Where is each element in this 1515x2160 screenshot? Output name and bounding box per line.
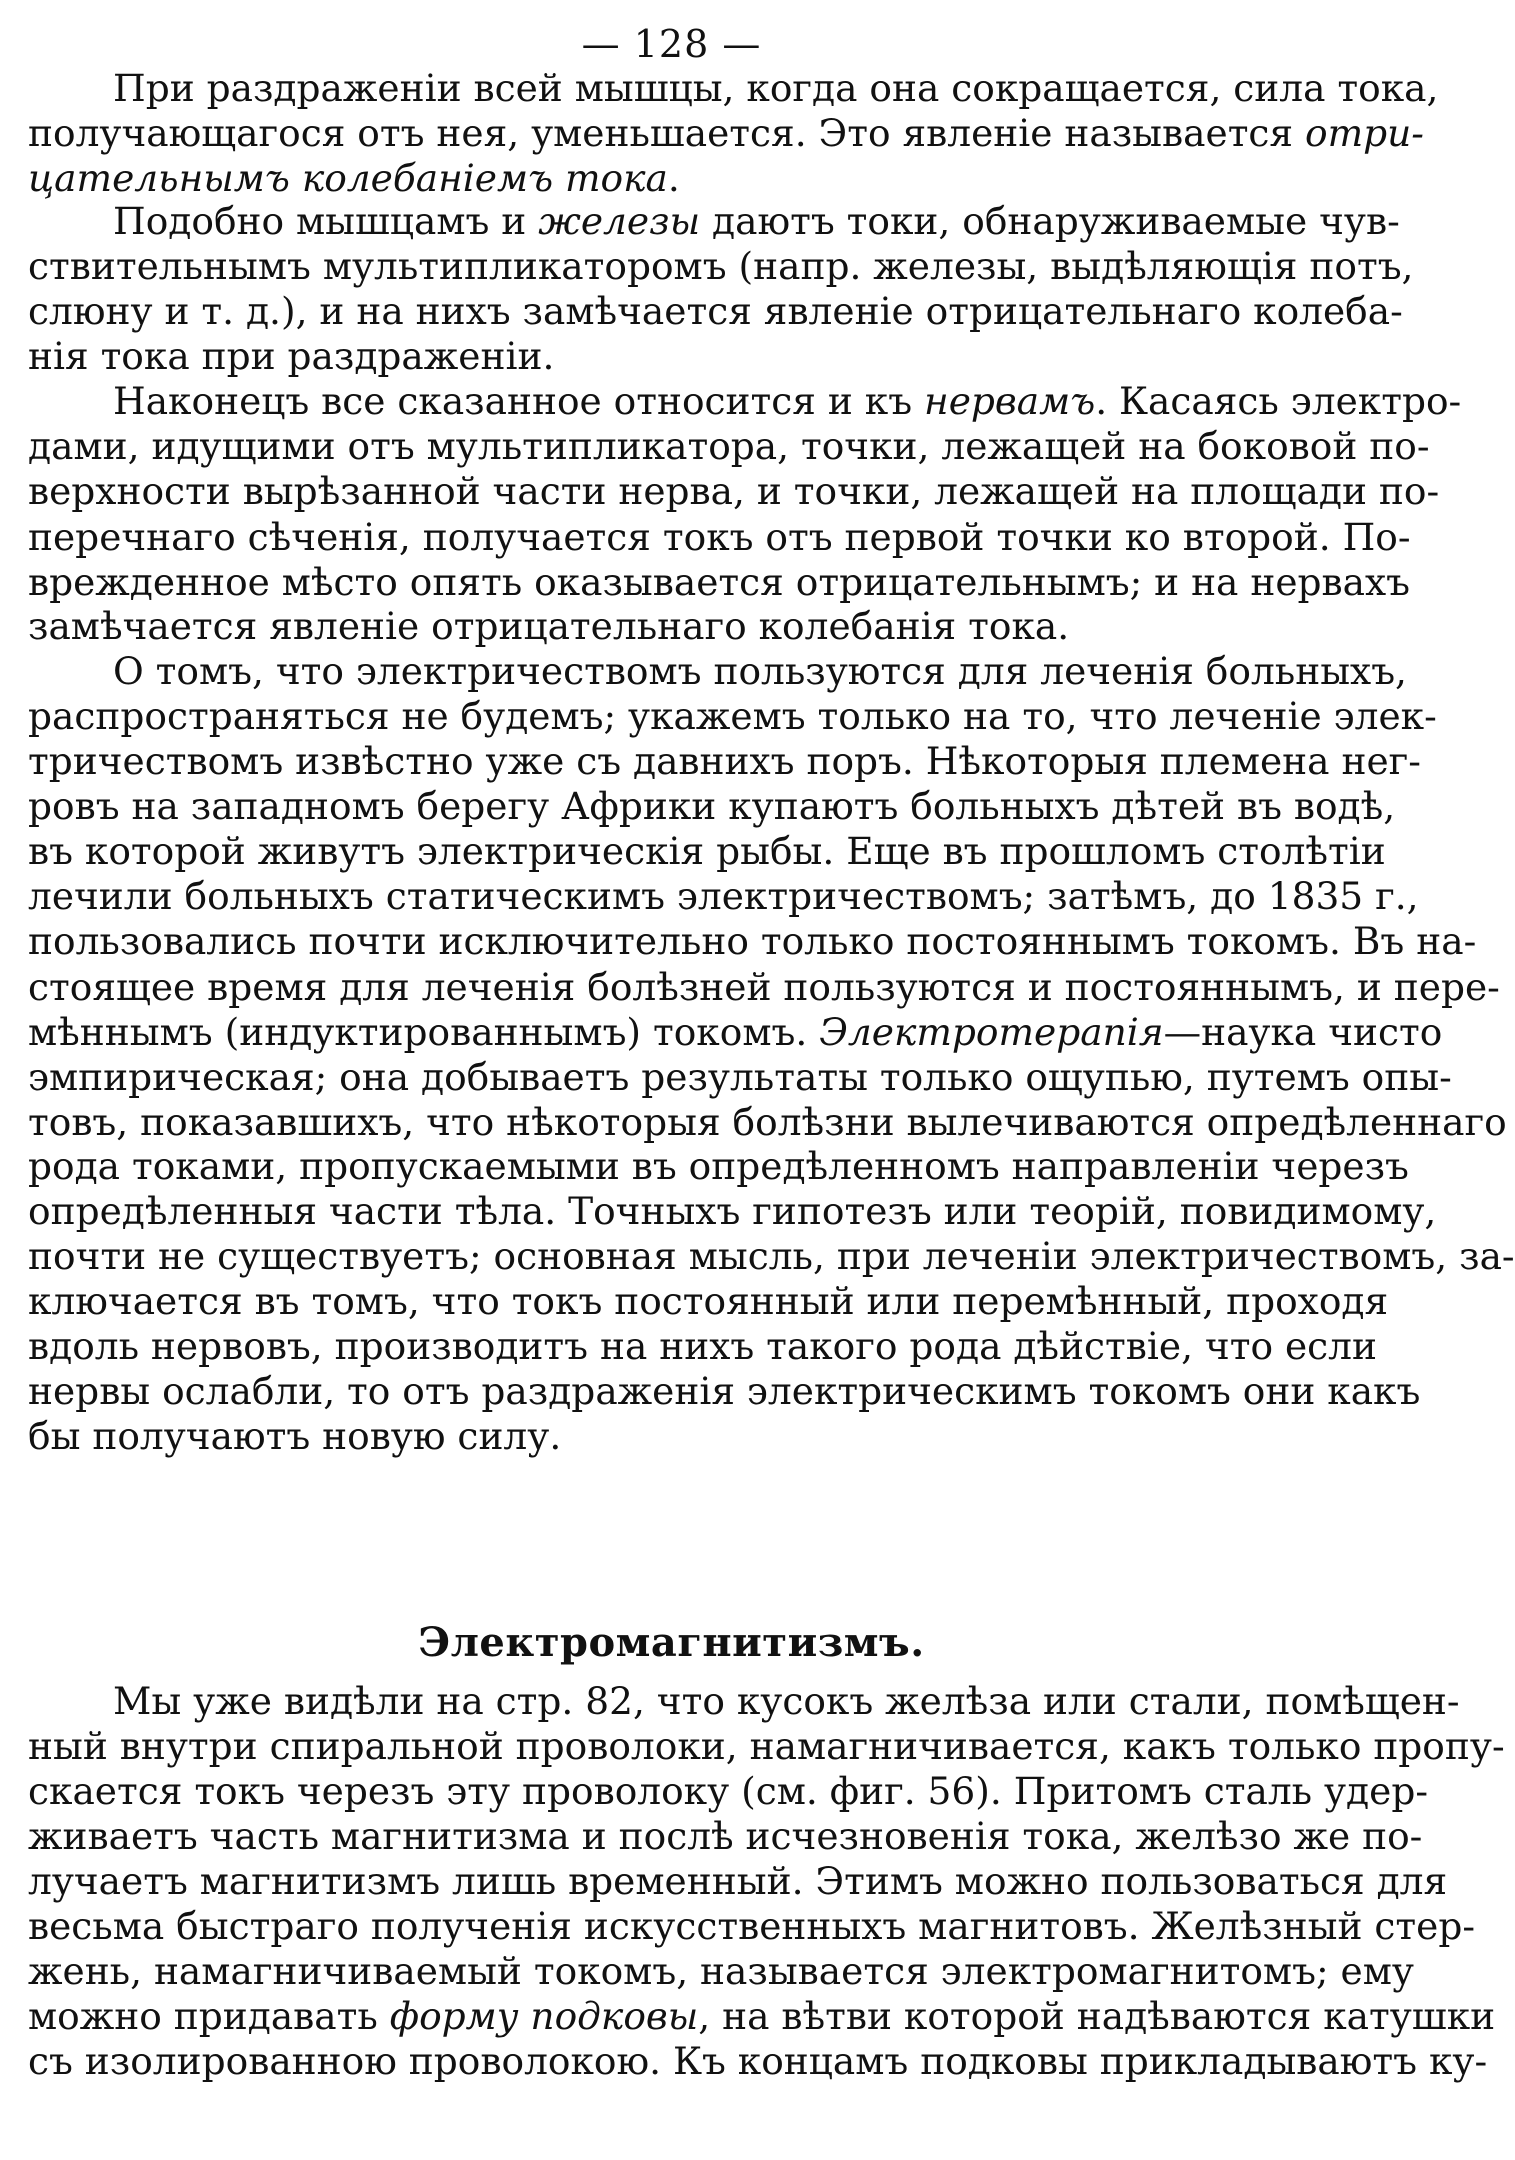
text-line bbox=[28, 1814, 1423, 1858]
text-line bbox=[28, 199, 1400, 243]
text-line bbox=[28, 1369, 1421, 1413]
line-text: Наконецъ все сказанное относится и къ bbox=[113, 379, 925, 423]
line-text: слюну и т. д.), и на нихъ замѣчается явленіе отрицательнаго колеба- bbox=[28, 289, 1403, 333]
emphasis-text: железы bbox=[538, 199, 701, 243]
emphasis-text: отри- bbox=[1305, 111, 1424, 155]
text-line bbox=[28, 1679, 1460, 1723]
text-line bbox=[28, 1904, 1476, 1948]
text-line bbox=[28, 1414, 1318, 1458]
page-number: — 128 — bbox=[581, 22, 762, 66]
line-text: ровъ на западномъ берегу Африки купаютъ больныхъ дѣтей въ водѣ, bbox=[28, 784, 1396, 828]
line-text: Подобно мышцамъ и bbox=[113, 199, 539, 243]
line-text: , на вѣтви которой надѣваются катушки bbox=[698, 1994, 1496, 2038]
line-text: рода токами, пропускаемыми въ опредѣленномъ направленіи черезъ bbox=[28, 1144, 1409, 1188]
line-text: жень, намагничиваемый токомъ, называется электромагнитомъ; ему bbox=[28, 1949, 1414, 1993]
text-line bbox=[28, 604, 1318, 648]
line-text: весьма быстраго полученія искусственныхъ магнитовъ. Желѣзный стер- bbox=[28, 1904, 1476, 1948]
text-line bbox=[28, 424, 1430, 468]
line-text: дами, идущими отъ мультипликатора, точки, лежащей на боковой по- bbox=[28, 424, 1430, 468]
text-line bbox=[28, 1324, 1377, 1368]
line-text: . Касаясь электро- bbox=[1095, 379, 1462, 423]
text-line bbox=[28, 874, 1419, 918]
emphasis-text: цательнымъ колебаніемъ тока bbox=[28, 156, 668, 200]
line-text: пользовались почти исключительно только постояннымъ токомъ. Въ на- bbox=[28, 919, 1477, 963]
emphasis-text: форму подковы bbox=[389, 1994, 699, 2038]
line-text: мѣннымъ (индуктированнымъ) токомъ. bbox=[28, 1010, 820, 1054]
line-text: верхности вырѣзанной части нерва, и точки, лежащей на площади по- bbox=[28, 469, 1440, 513]
line-text: опредѣленныя части тѣла. Точныхъ гипотезъ или теорій, повидимому, bbox=[28, 1189, 1437, 1233]
line-text: распространяться не будемъ; укажемъ только на то, что леченіе элек- bbox=[28, 694, 1437, 738]
text-line bbox=[28, 244, 1414, 288]
line-text: скается токъ черезъ эту проволоку (см. фиг. 56). Притомъ сталь удер- bbox=[28, 1769, 1429, 1813]
emphasis-text: нервамъ bbox=[924, 379, 1096, 423]
line-text: ключается въ томъ, что токъ постоянный или перемѣнный, проходя bbox=[28, 1279, 1389, 1323]
line-text: лечили больныхъ статическимъ электричествомъ; затѣмъ, до 1835 г., bbox=[28, 874, 1419, 918]
line-text: эмпирическая; она добываетъ результаты только ощупью, путемъ опы- bbox=[28, 1055, 1452, 1099]
text-line bbox=[28, 1234, 1515, 1278]
text-line bbox=[28, 560, 1411, 604]
line-text: тричествомъ извѣстно уже съ давнихъ поръ. Нѣкоторыя племена нег- bbox=[28, 739, 1421, 783]
text-line bbox=[28, 1949, 1414, 1993]
text-line bbox=[28, 739, 1421, 783]
text-line bbox=[28, 649, 1407, 693]
line-text: бы получаютъ новую силу. bbox=[28, 1414, 562, 1458]
line-text: нія тока при раздраженіи. bbox=[28, 334, 555, 378]
section-heading: Электромагнитизмъ. bbox=[418, 1619, 925, 1666]
text-line bbox=[28, 2039, 1488, 2083]
line-text: можно придавать bbox=[28, 1994, 390, 2038]
line-text: живаетъ часть магнитизма и послѣ исчезновенія тока, желѣзо же по- bbox=[28, 1814, 1423, 1858]
text-line bbox=[28, 469, 1440, 513]
text-line bbox=[28, 1010, 1443, 1054]
text-line bbox=[28, 919, 1477, 963]
text-line bbox=[28, 66, 1439, 110]
line-text: нервы ослабли, то отъ раздраженія электрическимъ токомъ они какъ bbox=[28, 1369, 1421, 1413]
line-text: О томъ, что электричествомъ пользуются для леченія больныхъ, bbox=[113, 649, 1407, 693]
text-line bbox=[28, 829, 1386, 873]
text-line bbox=[28, 1100, 1507, 1144]
text-line bbox=[28, 1769, 1429, 1813]
text-line bbox=[28, 694, 1437, 738]
line-text: . bbox=[667, 156, 680, 200]
line-text: лучаетъ магнитизмъ лишь временный. Этимъ можно пользоваться для bbox=[28, 1859, 1448, 1903]
text-line bbox=[28, 289, 1403, 333]
text-line bbox=[28, 1994, 1496, 2038]
line-text: получающагося отъ нея, уменьшается. Это явленіе называется bbox=[28, 111, 1306, 155]
line-text: —наука чисто bbox=[1163, 1010, 1443, 1054]
line-text: вдоль нервовъ, производитъ на нихъ такого рода дѣйствіе, что если bbox=[28, 1324, 1377, 1368]
line-text: въ которой живутъ электрическія рыбы. Еще въ прошломъ столѣтіи bbox=[28, 829, 1386, 873]
line-text: При раздраженіи всей мышцы, когда она сокращается, сила тока, bbox=[113, 66, 1439, 110]
line-text: ный внутри спиральной проволоки, намагничивается, какъ только пропу- bbox=[28, 1724, 1505, 1768]
line-text: съ изолированною проволокою. Къ концамъ подковы прикладываютъ ку- bbox=[28, 2039, 1488, 2083]
text-line bbox=[28, 334, 1318, 378]
emphasis-text: Электротерапія bbox=[819, 1010, 1164, 1054]
text-line bbox=[28, 1724, 1505, 1768]
line-text: врежденное мѣсто опять оказывается отрицательнымъ; и на нервахъ bbox=[28, 560, 1411, 604]
text-line bbox=[28, 784, 1396, 828]
line-text: Мы уже видѣли на стр. 82, что кусокъ желѣза или стали, помѣщен- bbox=[113, 1679, 1460, 1723]
text-line bbox=[28, 111, 1424, 155]
line-text: даютъ токи, обнаруживаемые чув- bbox=[700, 199, 1400, 243]
text-line bbox=[28, 1279, 1389, 1323]
text-line bbox=[28, 515, 1411, 559]
text-line bbox=[28, 379, 1462, 423]
text-line bbox=[28, 965, 1500, 1009]
text-line bbox=[28, 156, 1318, 200]
line-text: перечнаго сѣченія, получается токъ отъ первой точки ко второй. По- bbox=[28, 515, 1411, 559]
text-line bbox=[28, 1859, 1448, 1903]
line-text: замѣчается явленіе отрицательнаго колебанія тока. bbox=[28, 604, 1070, 648]
text-line bbox=[28, 1189, 1437, 1233]
line-text: товъ, показавшихъ, что нѣкоторыя болѣзни вылечиваются опредѣленнаго bbox=[28, 1100, 1507, 1144]
line-text: ствительнымъ мультипликаторомъ (напр. железы, выдѣляющія потъ, bbox=[28, 244, 1414, 288]
text-line bbox=[28, 1055, 1452, 1099]
line-text: стоящее время для леченія болѣзней пользуются и постояннымъ, и пере- bbox=[28, 965, 1500, 1009]
text-line bbox=[28, 1144, 1409, 1188]
line-text: почти не существуетъ; основная мысль, при леченіи электричествомъ, за- bbox=[28, 1234, 1515, 1278]
